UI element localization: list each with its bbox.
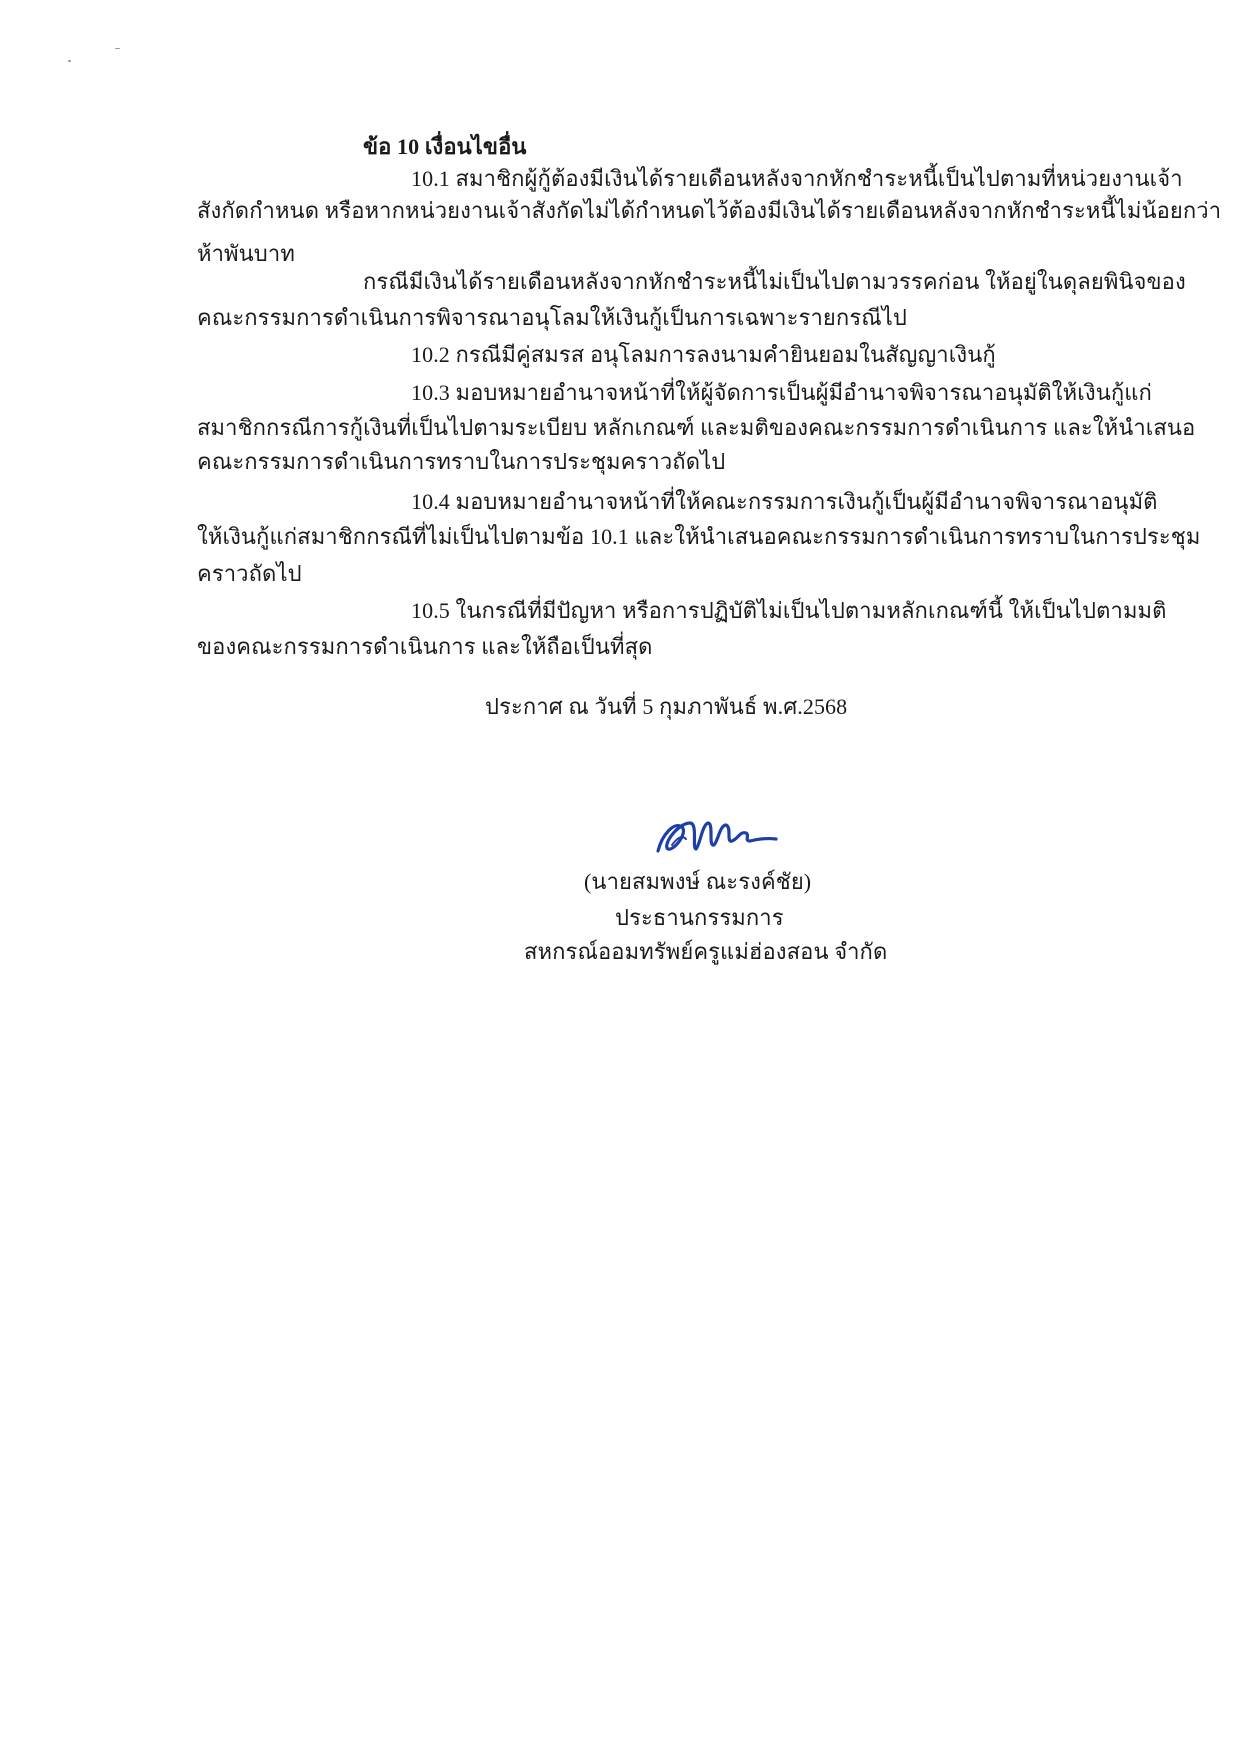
announcement-date: ประกาศ ณ วันที่ 5 กุมภาพันธ์ พ.ศ.2568 [485,694,848,719]
body-line: สังกัดกำหนด หรือหากหน่วยงานเจ้าสังกัดไม่ได้กำหนดไว้ต้องมีเงินได้รายเดือนหลังจากหักชำระหนี้ไม่น้อยกว่า [197,198,1222,223]
body-line: สมาชิกกรณีการกู้เงินที่เป็นไปตามระเบียบ หลักเกณฑ์ และมติของคณะกรรมการดำเนินการ และให้นำเสนอ [197,415,1196,440]
body-line: 10.4 มอบหมายอำนาจหน้าที่ให้คณะกรรมการเงินกู้เป็นผู้มีอำนาจพิจารณาอนุมัติ [411,489,1158,514]
body-line: คณะกรรมการดำเนินการพิจารณาอนุโลมให้เงินกู้เป็นการเฉพาะรายกรณีไป [197,305,907,330]
body-line: กรณีมีเงินได้รายเดือนหลังจากหักชำระหนี้ไม่เป็นไปตามวรรคก่อน ให้อยู่ในดุลยพินิจของ [363,269,1186,294]
scan-speck [68,60,71,62]
scan-speck [115,48,120,49]
body-line: คราวถัดไป [197,561,302,586]
body-line: 10.5 ในกรณีที่มีปัญหา หรือการปฏิบัติไม่เป็นไปตามหลักเกณฑ์นี้ ให้เป็นไปตามมติ [411,598,1167,623]
signature-mark [652,805,782,863]
signer-position: ประธานกรรมการ [615,905,784,930]
clause-heading: ข้อ 10 เงื่อนไขอื่น [363,134,527,159]
body-line: ห้าพันบาท [197,241,295,266]
body-line: 10.1 สมาชิกผู้กู้ต้องมีเงินได้รายเดือนหลังจากหักชำระหนี้เป็นไปตามที่หน่วยงานเจ้า [411,166,1183,191]
body-line: ให้เงินกู้แก่สมาชิกกรณีที่ไม่เป็นไปตามข้อ 10.1 และให้นำเสนอคณะกรรมการดำเนินการทราบในการประชุม [197,524,1201,549]
body-line: 10.2 กรณีมีคู่สมรส อนุโลมการลงนามคำยินยอมในสัญญาเงินกู้ [411,342,996,367]
signer-organization: สหกรณ์ออมทรัพย์ครูแม่ฮ่องสอน จำกัด [524,939,888,964]
body-line: 10.3 มอบหมายอำนาจหน้าที่ให้ผู้จัดการเป็นผู้มีอำนาจพิจารณาอนุมัติให้เงินกู้แก่ [411,380,1152,405]
body-line: คณะกรรมการดำเนินการทราบในการประชุมคราวถัดไป [197,449,726,474]
body-line: ของคณะกรรมการดำเนินการ และให้ถือเป็นที่สุด [197,634,653,659]
signer-name: (นายสมพงษ์ ณะรงค์ชัย) [584,869,812,894]
